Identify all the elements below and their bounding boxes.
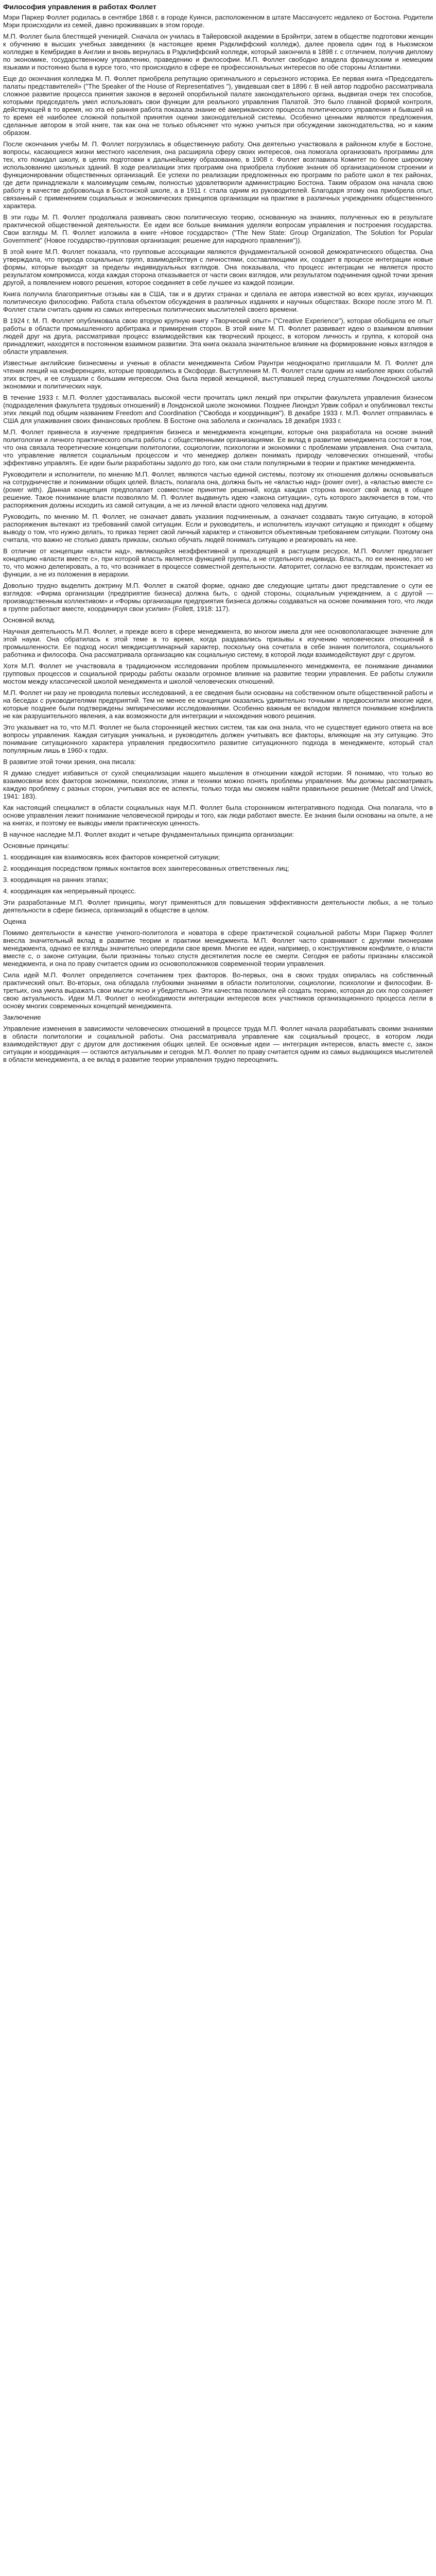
article-body bbox=[3, 13, 433, 1063]
article-title: Философия управления в работах Фоллет bbox=[3, 3, 156, 11]
paragraph: Книга получила благоприятные отзывы как в США, так и в других странах и сделала ее автора известной во всех кругах, изучающих политическую философию. Работа стала объектом обсуждения в различных изданиях и научных обществах. Вскоре после этого М. П. Фоллет стали считать одним из самых интересных политических мыслителей своего времени. bbox=[3, 290, 433, 313]
paragraph: В развитие этой точки зрения, она писала: bbox=[3, 758, 136, 766]
paragraph: Это указывает на то, что М.П. Фоллет не была сторонницей жестких систем, так как она знала, что не существует единого ответа на все вопросы управления. Каждая ситуация уникальна, и руководитель должен учитывать все факторы, влияющие на эту ситуацию. Это понимание ситуационного характера управления предвосхитило развитие ситуационного подхода в менеджменте, который стал популярным лишь в 1960-х годах. bbox=[3, 723, 433, 754]
section-heading: Заключение bbox=[3, 1013, 41, 1021]
paragraph: Я думаю следует избавиться от сухой специализации нашего мышления в отношении каждой истории. Я понимаю, что только во взаимосвязи всех факторов экономики, психологии, этики и техники можно понять проблемы управления. Мы должны рассматривать каждую проблему с разных сторон, учитывая все ее аспекты, только тогда мы сможем найти правильное решение (Metcalf and Urwick, 1941: 183). bbox=[3, 769, 433, 800]
paragraph: Известные английские бизнесмены и ученые в области менеджмента Сибом Раунтри неоднократно приглашали М. П. Фоллет для чтения лекций на конференциях, которые проводились в Оксфорде. Выступления М. П. Фоллет стали одним из наиболее ярких событий этих встреч, и ее слушали с большим интересом. Она была первой женщиной, выступавшей перед слушателями Лондонской школы экономики и политических наук. bbox=[3, 359, 433, 390]
paragraph: Руководители и исполнители, по мнению М.П. Фоллет, являются частью единой системы, поэтому их отношения должны основываться на сотрудничестве и понимании общих целей. Власть, полагала она, должна быть не «властью над» (power over), а «властью вместе с» (power with). Данная концепция предполагает совместное принятие решений, когда каждая сторона вносит свой вклад в общее решение. Такое понимание власти позволяло М. П. Фоллет выдвинуть идею «закона ситуации», суть которого заключается в том, что распоряжения должны исходить из самой ситуации, а не из личной власти одного человека над другим. bbox=[3, 470, 433, 509]
paragraph: Помимо деятельности в качестве ученого-политолога и новатора в сфере практической социальной работы Мэри Паркер Фоллет внесла значительный вклад в развитие теории и практики менеджмента. М.П. Фоллет часто сравнивают с другими пионерами менеджмента, однако ее взгляды значительно опередили свое время. Многие ее идеи, например, о конструктивном конфликте, о власти вместе с, о законе ситуации, были признаны только спустя десятилетия после ее смерти. Сегодня ее работы признаны классикой менеджмента, и она по праву считается одним из основоположников современной теории управления. bbox=[3, 929, 433, 968]
paragraph: М.П. Фоллет привнесла в изучение предприятия бизнеса и менеджмента концепции, которые она разработала на основе знаний политологии и личного практического опыта работы с общественными организациями. Ее вклад в развитие менеджмента состоит в том, что она связала теоретические концепции политологии, социологии, психологии и экономики с проблемами управления. Она считала, что управление является социальным процессом и что менеджер должен понимать природу человеческих отношений, чтобы эффективно управлять. Ее идеи были разработаны задолго до того, как они стали популярными в теории и практике менеджмента. bbox=[3, 428, 433, 467]
paragraph: После окончания учебы М. П. Фоллет погрузилась в общественную работу. Она деятельно участвовала в районном клубе в Бостоне, вопросы, касающиеся жизни местного населения, она расширяла сферу своих интересов, она помогала организовать программы для тех, кто покидал школу, в целях подготовки к дальнейшему образованию, в 1908 г. Фоллет возглавила Комитет по более широкому использованию школьных зданий. В ходе реализации этих программ она приобрела глубокие знания об организационном строении и функционировании общественных организаций. Ее успехи по реализации предложенных ею программ по работе школ в тех районах, где дети принадлежали к малоимущим семьям, полностью удовлетворили администрацию Бостона. Таким образом она начала свою работу в качестве добровольца в Бостонской школе, а в 1911 г. стала одним из руководителей. Благодаря этому она приобрела опыт, связанный с применением социальных и экономических принципов организации на практике в различных учреждениях общественного характера. bbox=[3, 140, 433, 210]
paragraph: 4. координация как непрерывный процесс. bbox=[3, 887, 136, 895]
paragraph: Как настоящий специалист в области социальных наук М.П. Фоллет была сторонником интегративного подхода. Она полагала, что в основе управления лежит понимание человеческой природы и того, как люди работают вместе. Ее знания были основаны на опыте, а не на книгах, и поэтому ее выводы имели практическую ценность. bbox=[3, 804, 433, 827]
paragraph: В этой книге М.П. Фоллет показала, что групповые ассоциации являются фундаментальной основой демократического общества. Она утверждала, что природа социальных групп, взаимодействуя с личностями, составляющими их, создает в процессе интеграции новые формы, которые выходят за пределы индивидуальных взглядов. Она показывала, что процесс интеграции не является просто результатом компромисса, когда каждая сторона отказывается от части своих взглядов, или результатом подчинения одной точки зрения другой, а появлением нового решения, которое соединяет в себе лучшее из каждой позиции. bbox=[3, 248, 433, 286]
paragraph: В течение 1933 г. М.П. Фоллет удостаивалась высокой чести прочитать цикл лекций при открытии факультета управления бизнесом (подразделения факультета трудовых отношений) в Лондонской школе экономики. Позднее Лиондэл Урвик собрал и опубликовал тексты этих лекций под общим названием Freedom and Coordination ("Свобода и координация"). В декабре 1933 г. М.П. Фоллет отправилась в США для улаживания своих финансовых проблем. В Бостоне она заболела и скончалась 18 декабря 1933 г. bbox=[3, 394, 433, 425]
paragraph: В научное наследие М.П. Фоллет входит и четыре фундаментальных принципа организации: bbox=[3, 831, 294, 838]
paragraph: 3. координация на ранних этапах; bbox=[3, 876, 109, 884]
paragraph: Руководить, по мнению М. П. Фоллет, не означает давать указания подчиненным, а означает создавать такую ситуацию, в которой распоряжения вытекают из требований самой ситуации. Если и руководитель, и исполнитель изучают ситуацию и приходят к общему выводу о том, что нужно делать, то приказ теряет свой личный характер и становится объективным требованием ситуации. Поэтому она считала, что важно не столько давать приказы, сколько обучать людей понимать ситуацию и реагировать на нее. bbox=[3, 513, 433, 544]
section-heading: Оценка bbox=[3, 918, 27, 925]
paragraph: Эти разработанные М.П. Фоллет принципы, могут применяться для повышения эффективности деятельности любых, а не только деятельности в сфере бизнеса, организаций в обществе в целом. bbox=[3, 899, 433, 914]
paragraph: Довольно трудно выделить доктрину М.П. Фоллет в сжатой форме, однако две следующие цитаты дают представление о сути ее взглядов: «Фирма организации (предприятие бизнеса) должна быть, с одной стороны, социальным учреждением, а с другой — производственным коллективом» и «Формы организации предприятия бизнеса должны создаваться на основе понимания того, что люди в группе работают вместе, координируя свои усилия» (Follett, 1918: 117). bbox=[3, 582, 433, 613]
paragraph: 2. координация посредством прямых контактов всех заинтересованных ответственных лиц; bbox=[3, 865, 289, 872]
section-heading: Основные принципы: bbox=[3, 842, 69, 850]
paragraph: М.П. Фоллет была блестящей ученицей. Сначала он училась в Тайеровской академии в Брэйнтри, затем в обществе подготовки женщин к обучению в высших учебных заведениях (в настоящее время Рэдклиффский колледж), далее провела один год в Ньюэмском колледже в Кембридже в Англии и вновь вернулась в Рэдклиффский колледж, который закончила в 1898 г. с отличием, получив диплому по экономике, государственному управлению, праведению и философии. М.П. Фоллет свободно владела французским и немецким языками и постоянно была в курсе того, что происходило в сфере ее профессиональных интересов по обе стороны Атлантики. bbox=[3, 32, 433, 71]
paragraph: 1. координация как взаимосвязь всех факторов конкретной ситуации; bbox=[3, 853, 220, 861]
paragraph: В отличие от концепции «власти над», являющейся неэффективной и преходящей в растущем ресурсе, М.П. Фоллет предлагает концепцию «власти вместе с», при которой власть является функцией группы, а не отдельного индивида. Власть, по ее мнению, это не то, что можно делегировать, а то, что возникает в процессе совместной деятельности. Авторитет, согласно ее взглядам, проистекает из функции, а не из положения в иерархии. bbox=[3, 547, 433, 578]
paragraph: М.П. Фоллет ни разу не проводила полевых исследований, а ее сведения были основаны на собственном опыте общественной работы и на беседах с руководителями предприятий. Тем не менее ее концепции оказались удивительно точными и предвосхитили многие идеи, которые позднее были подтверждены эмпирическими исследованиями. Особенно важным ее вкладом является понимание конфликта не как разрушительного явления, а как возможности для интеграции и нахождения нового решения. bbox=[3, 689, 433, 720]
paragraph: В 1924 г. М. П. Фоллет опубликовала свою вторую крупную книгу «Творческий опыт» ("Creative Experience"), которая обобщила ее опыт работы в области промышленного арбитража и примирения сторон. В этой книге М. П. Фоллет развивает идею о взаимном влиянии людей друг на друга, рассматривая процесс взаимодействия как творческий процесс, в котором личность и группа, к которой она принадлежит, находятся в постоянном взаимном развитии. Эта книга оказала значительное влияние на формирование новых взглядов в области управления. bbox=[3, 317, 433, 355]
article-page bbox=[0, 0, 436, 1079]
paragraph: Мэри Паркер Фоллет родилась в сентябре 1868 г. в городе Куинси, расположенном в штате Массачусетс недалеко от Бостона. Родители Мэри происходили из семей, давно проживавших в этом городе. bbox=[3, 13, 433, 29]
paragraph: Сила идей М.П. Фоллет определяется сочетанием трех факторов. Во-первых, она в своих трудах опиралась на собственный практический опыт. Во-вторых, она обладала глубокими знаниями в области политологии, социологии, психологии и философии. В-третьих, она умела выражать свои мысли ясно и убедительно. Эти качества позволили ей создать теорию, которая до сих пор сохраняет свою актуальность. Идеи М.П. Фоллет о необходимости интеграции интересов всех участников организационного процесса легли в основу многих современных концепций менеджмента. bbox=[3, 971, 433, 1010]
paragraph: Управление изменения в зависимости человеческих отношений в процессе труда М.П. Фоллет начала разрабатывать своими знаниями в области политологии и социальной работы. Она рассматривала управление как социальный процесс, в котором люди взаимодействуют друг с другом для достижения общих целей. Ее основные идеи — интеграция интересов, власть вместе с, закон ситуации и координация — остаются актуальными и сегодня. М.П. Фоллет по праву считается одним из самых выдающихся мыслителей в области менеджмента, а ее вклад в развитие теории управления трудно переоценить. bbox=[3, 1025, 433, 1063]
paragraph: В эти годы М. П. Фоллет продолжала развивать свою политическую теорию, основанную на знаниях, полученных ею в результате практической общественной деятельности. Ее идеи все больше внимания уделяли вопросам управления и построения государства. Свои взгляды М. П. Фоллет изложила в книге «Новое государство» ("The New State: Group Organization, The Solution for Popular Government" (Новое государство-групповая организация: решение для народного правления")). bbox=[3, 213, 433, 244]
section-heading: Основной вклад. bbox=[3, 616, 56, 624]
paragraph: Еще до окончания колледжа М. П. Фоллет приобрела репутацию оригинального и серьезного историка. Ее первая книга «Председатель палаты представителей» ("The Speaker of the House of Representatives "), увидевшая свет в 1896 г. В ней автор подробно рассматривала сложное развитие процесса принятия законов в верхней опорбильной палате законодательного органа, выдвигая очерк тех способов, которыми председатель умел использовать свои функции для реального управления Палатой. Это было главной формой контроля, действующей в то время, но эта её ранняя работа показала знание её американского процесса политического управления и бывшей на то время её наиболее сложной попыткой принятия оценки законодательной системы. Особенно ценными являются предложения, сделанные автором в этой книге, так как она не только объясняет что нужно учиться при обсуждении законодательства, но и каким образом. bbox=[3, 75, 433, 137]
paragraph: Научная деятельность М.П. Фоллет, и прежде всего в сфере менеджмента, во многом имела для нее основополагающее значение для этой науки. Она обратилась к этой теме в то время, когда раздавались призывы к изучению человеческих отношений в промышленности. Ее подход носил междисциплинарный характер, поскольку она сочетала в себе знания политолога, социального работника и философа. Она рассматривала организацию как социальную систему, в которой люди взаимодействуют друг с другом. bbox=[3, 628, 433, 658]
paragraph: Хотя М.П. Фоллет не участвовала в традиционном исследовании проблем промышленного менеджмента, ее понимание динамики групповых процессов и социальной природы работы оказали огромное влияние на развитие теории управления. Ее работы служили мостом между классической школой менеджмента и школой человеческих отношений. bbox=[3, 662, 433, 685]
